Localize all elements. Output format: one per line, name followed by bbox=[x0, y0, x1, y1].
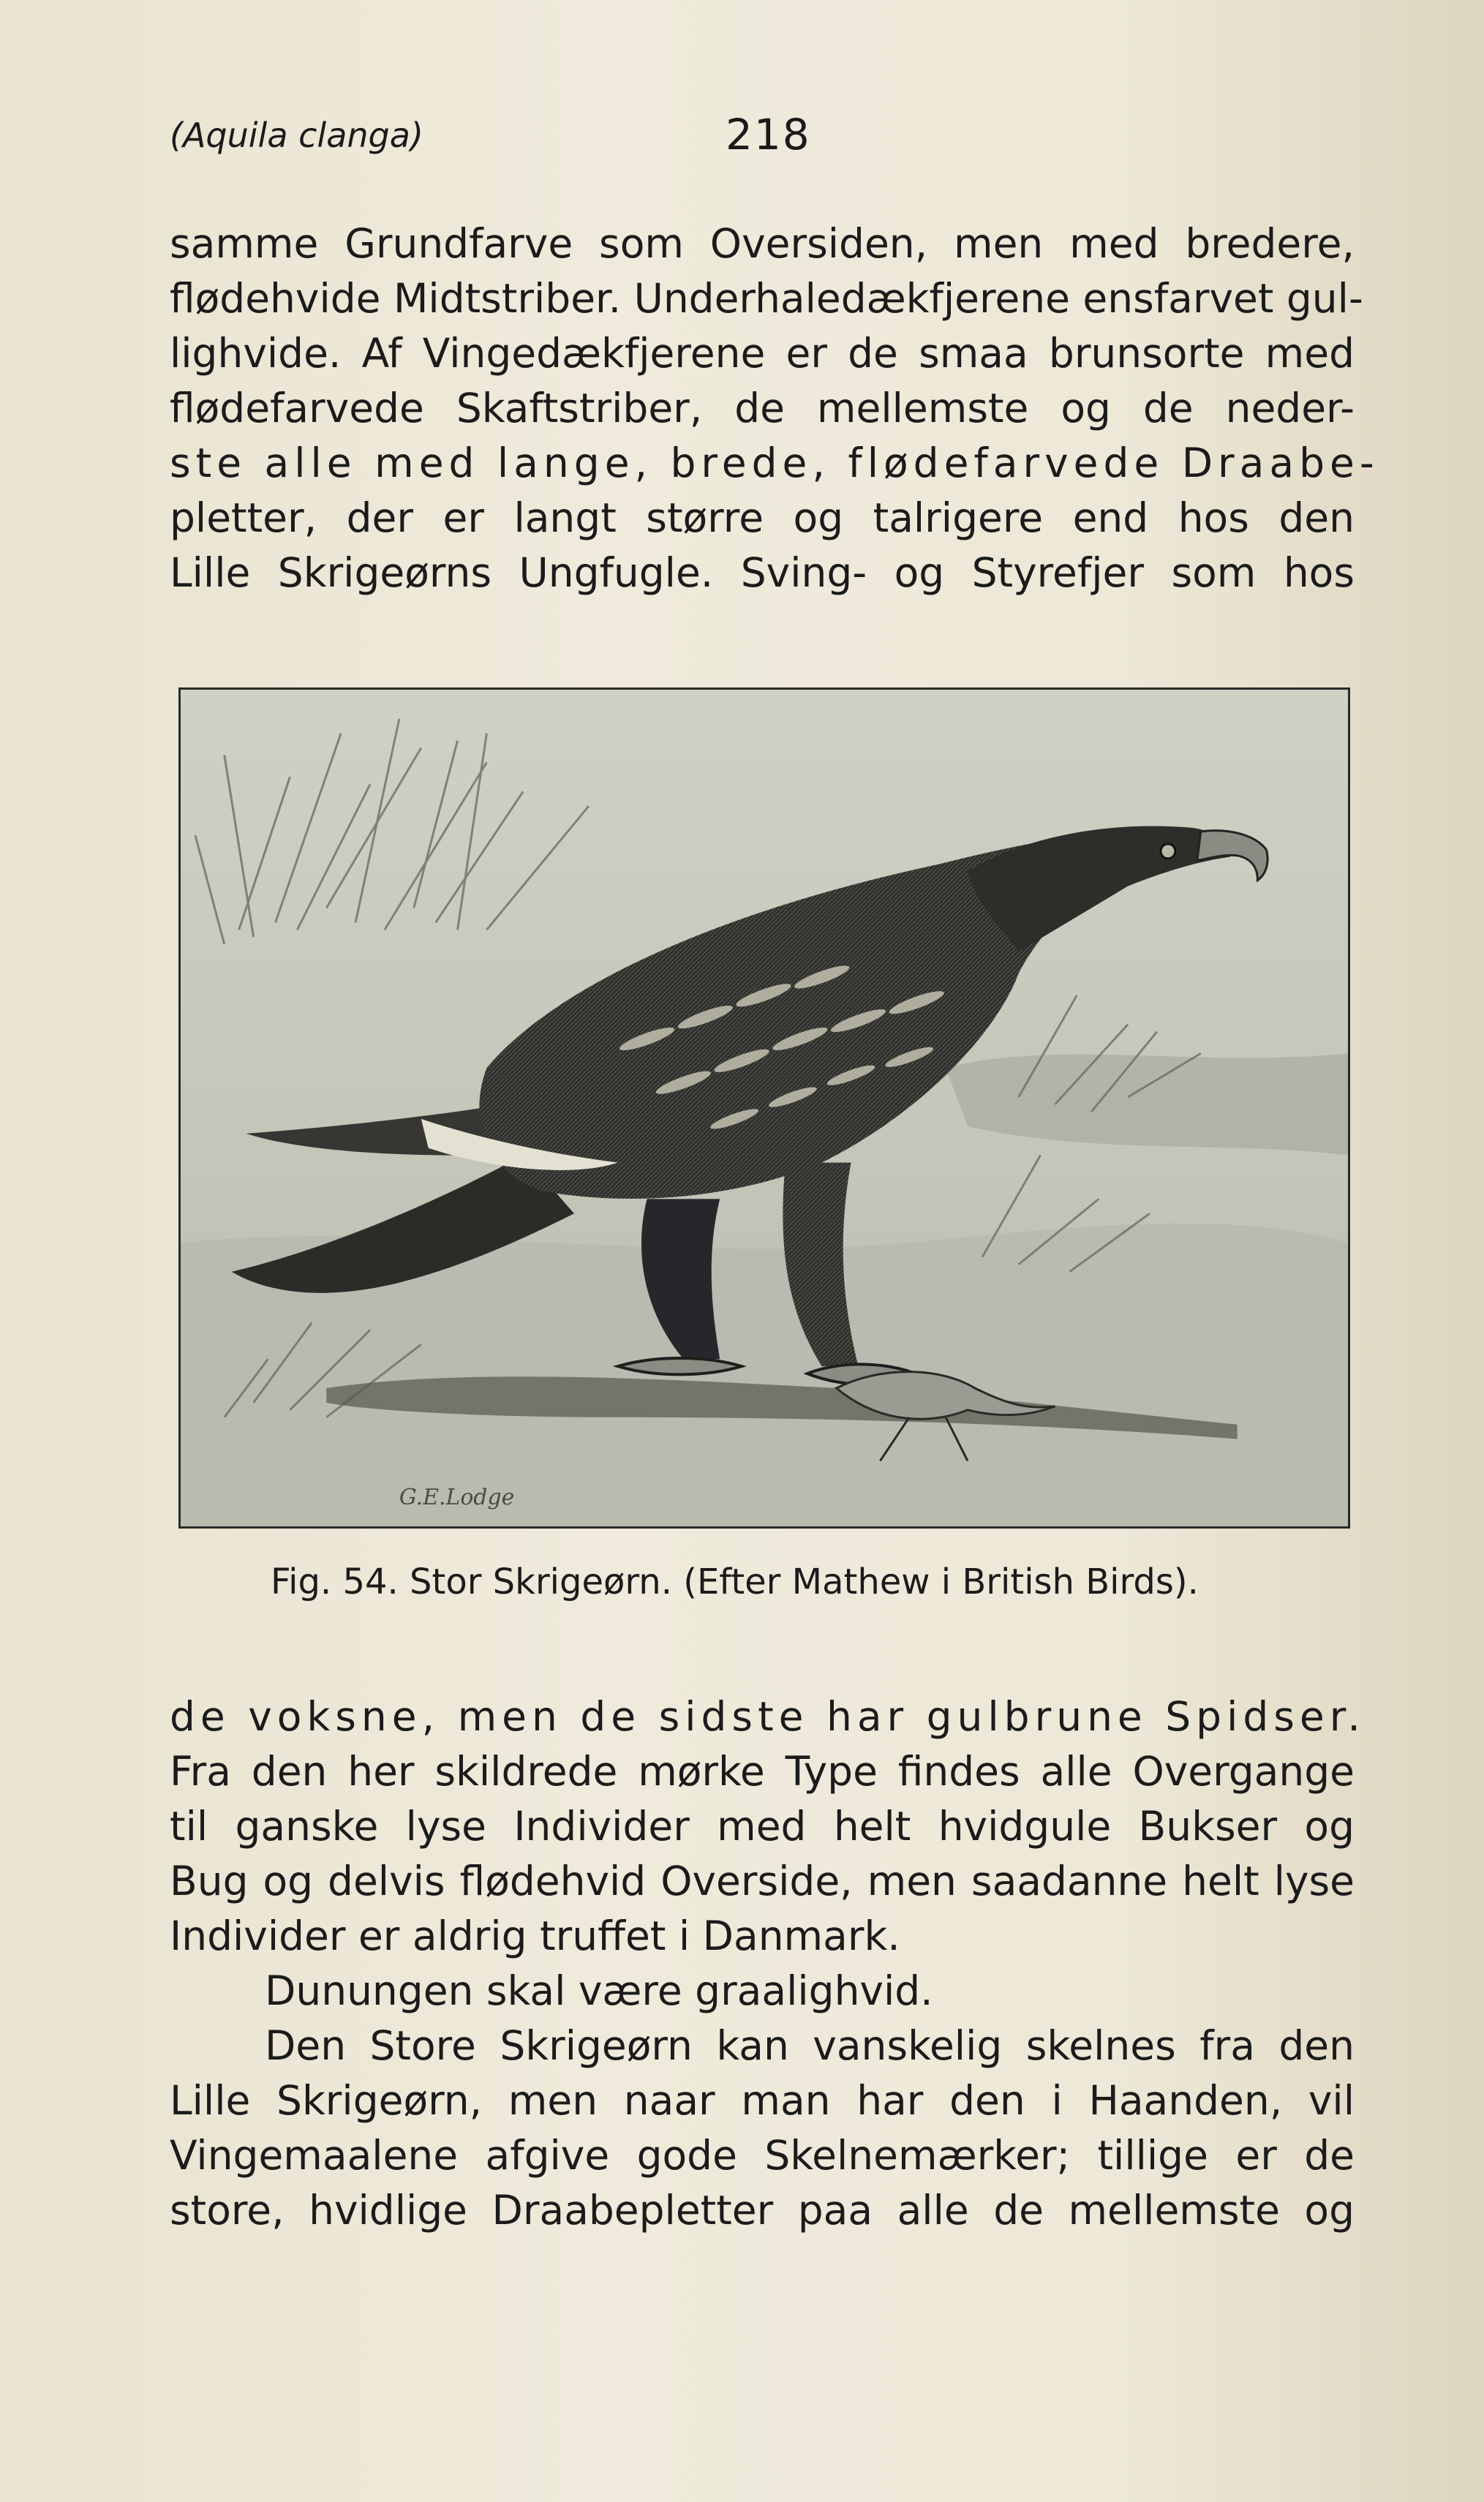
text-line: samme Grundfarve som Oversiden, men med bredere, bbox=[170, 220, 1355, 267]
text-line: Den Store Skrigeørn kan vanskelig skelnes fra den bbox=[265, 2022, 1355, 2069]
text-line: Lille Skrigeørns Ungfugle. Sving- og Styrefjer som hos bbox=[170, 549, 1355, 596]
text-line: store, hvidlige Draabepletter paa alle de mellemste og bbox=[170, 2187, 1355, 2234]
figure-caption: Fig. 54. Stor Skrigeørn. (Efter Mathew i British Birds). bbox=[271, 1561, 1199, 1602]
artist-signature: G.E.Lodge bbox=[399, 1485, 515, 1511]
text-line: ste alle med lange, brede, flødefarvede Draabe- bbox=[170, 440, 1379, 486]
text-line: flødehvide Midtstriber. Underhaledækfjerene ensfarvet gul- bbox=[170, 275, 1363, 322]
text-line: Fra den her skildrede mørke Type findes alle Overgange bbox=[170, 1748, 1355, 1795]
page-header bbox=[170, 110, 1355, 168]
text-line: til ganske lyse Individer med helt hvidgule Bukser og bbox=[170, 1803, 1355, 1850]
text-line: de voksne, men de sidste har gulbrune Spidser. bbox=[170, 1693, 1366, 1740]
page-number: 218 bbox=[726, 110, 811, 159]
eagle-drawing bbox=[181, 690, 1348, 1526]
text-line: pletter, der er langt større og talrigere end hos den bbox=[170, 494, 1355, 541]
text-line: flødefarvede Skaftstriber, de mellemste og de neder- bbox=[170, 385, 1355, 432]
eagle-illustration bbox=[178, 687, 1350, 1529]
text-line: Dunungen skal være graalighvid. bbox=[265, 1967, 933, 2014]
text-line: Bug og delvis flødehvid Overside, men saadanne helt lyse bbox=[170, 1858, 1355, 1904]
bottom-paragraph bbox=[170, 1689, 1366, 2238]
text-line: Individer er aldrig truffet i Danmark. bbox=[170, 1913, 900, 1959]
text-line: Lille Skrigeørn, men naar man har den i Haanden, vil bbox=[170, 2077, 1355, 2124]
text-line: Vingemaalene afgive gode Skelnemærker; tillige er de bbox=[170, 2132, 1355, 2179]
running-head: (Aquila clanga) bbox=[170, 116, 423, 155]
text-line: lighvide. Af Vingedækfjerene er de smaa brunsorte med bbox=[170, 330, 1355, 377]
eye bbox=[1161, 844, 1175, 859]
top-paragraph bbox=[170, 216, 1379, 600]
